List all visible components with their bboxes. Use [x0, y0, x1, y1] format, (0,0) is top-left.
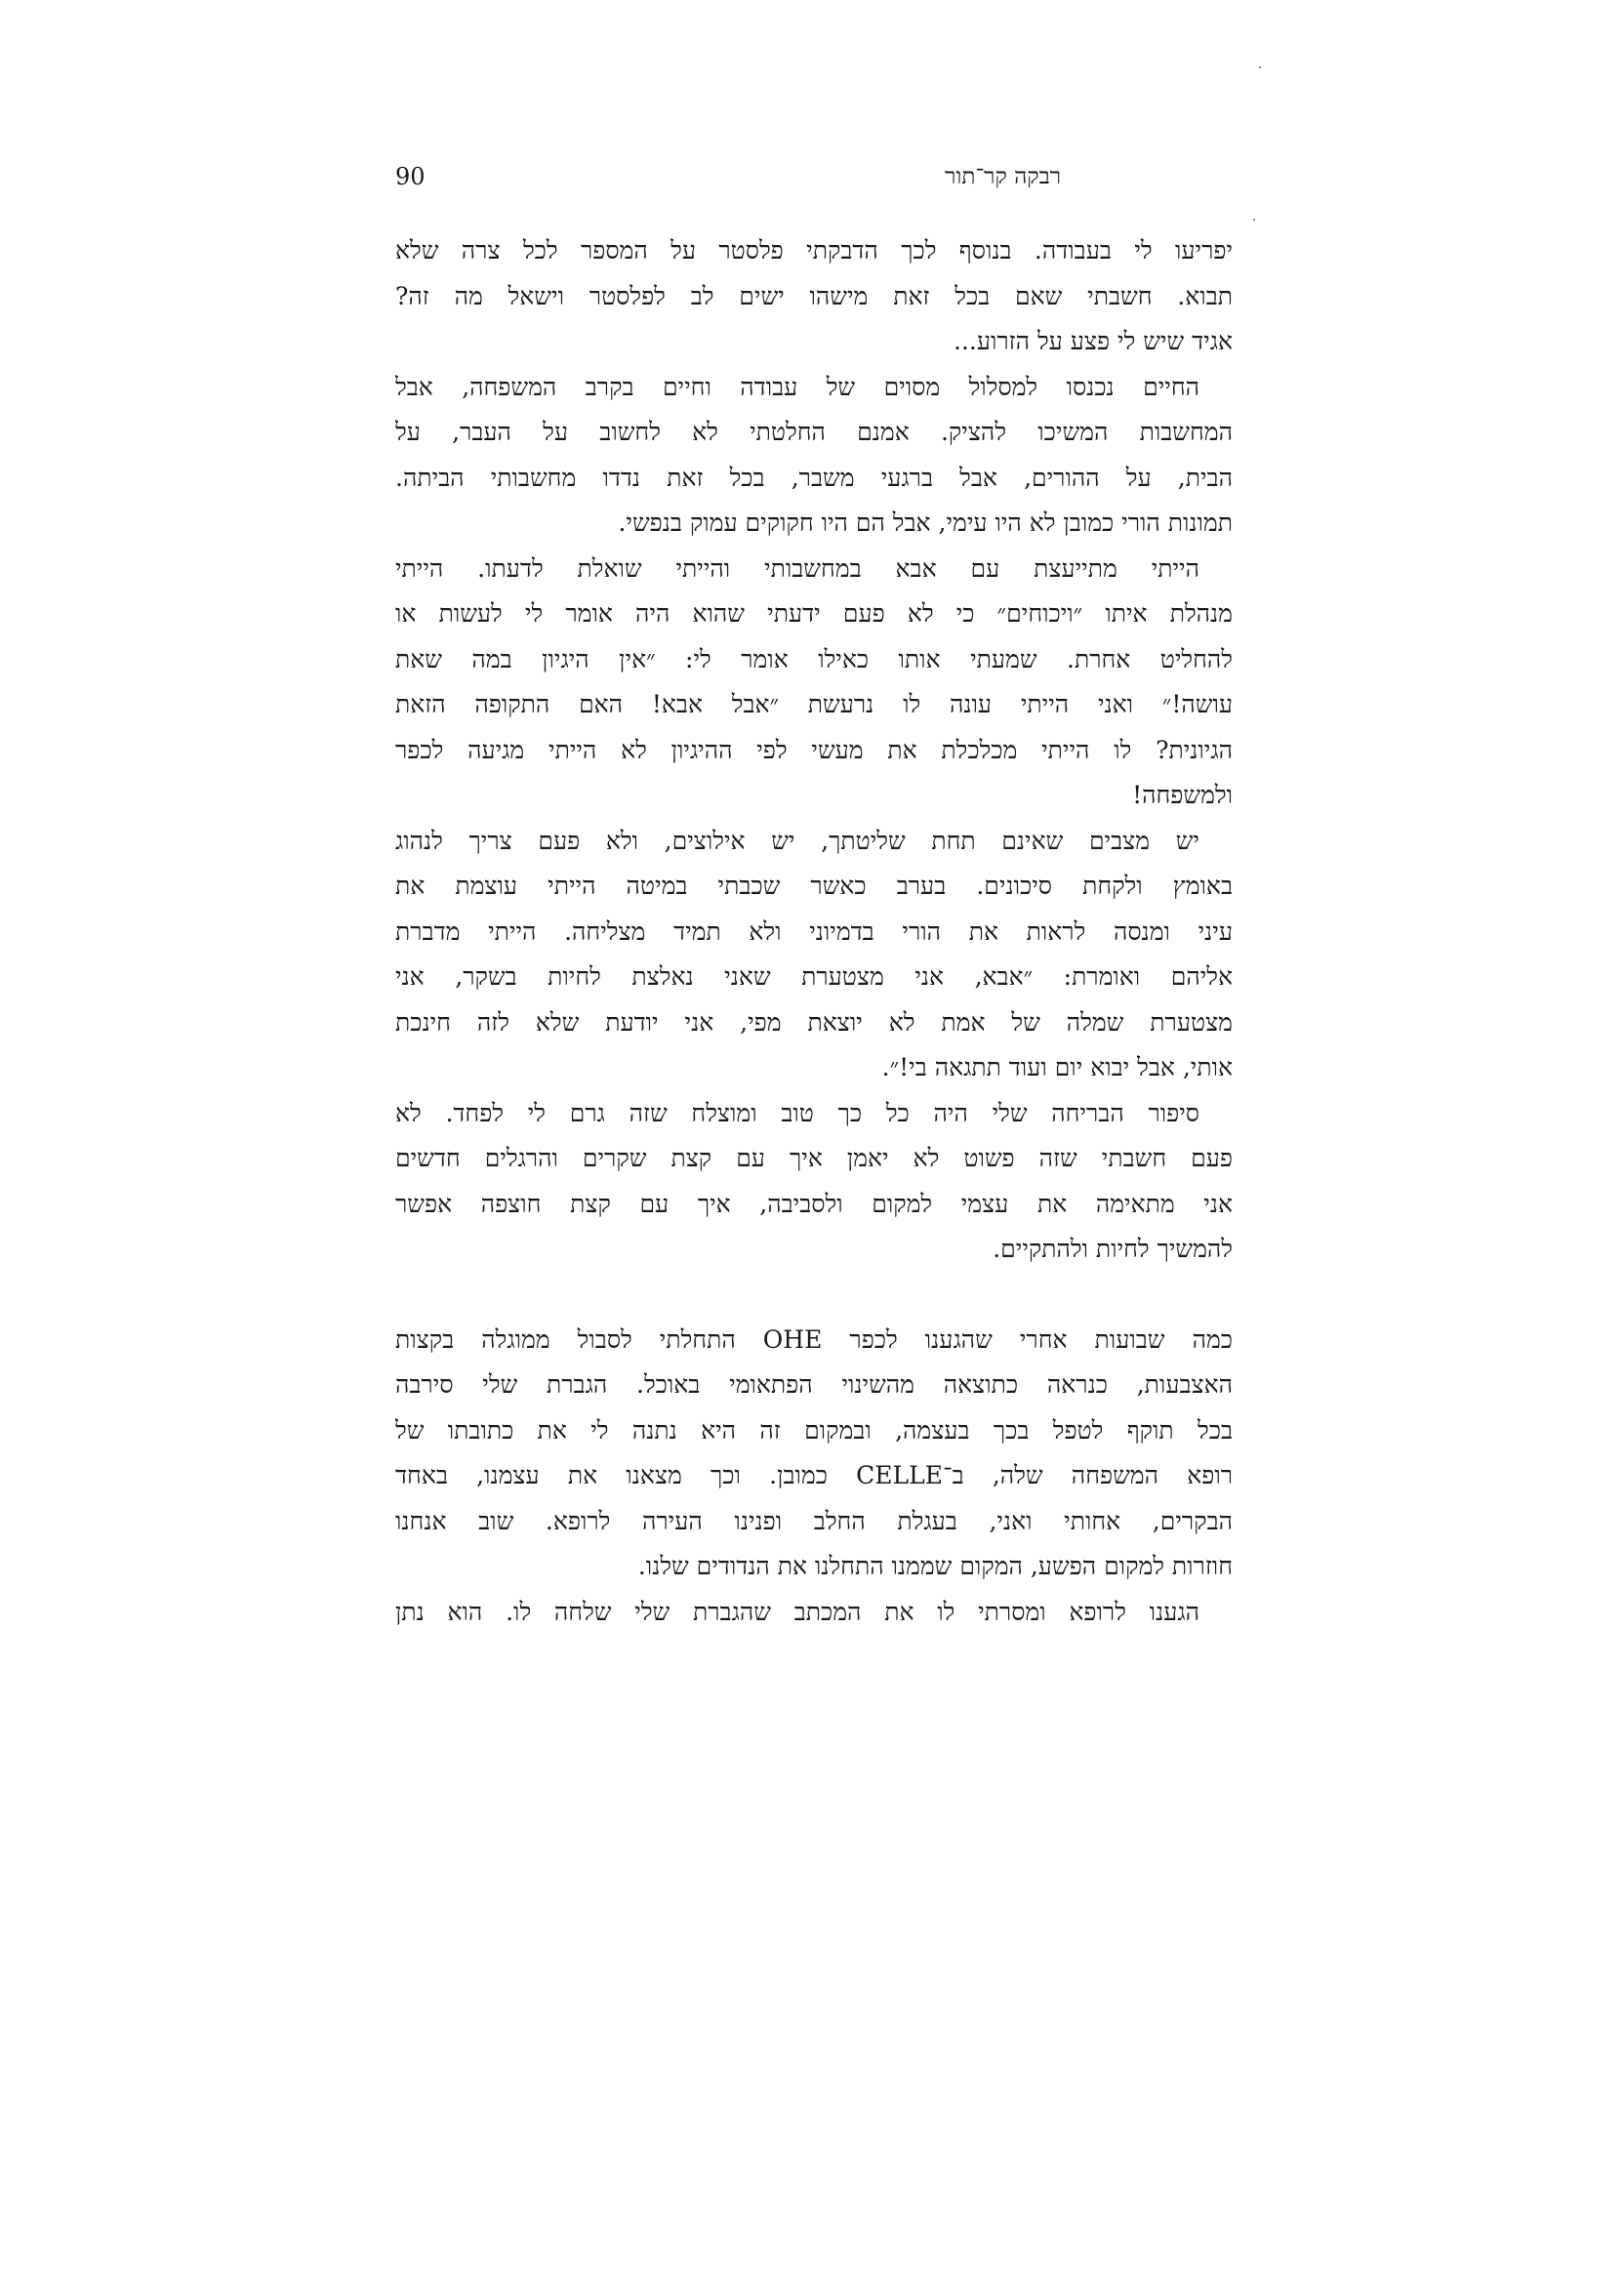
text-line: להמשיך לחיות ולהתקיים. [993, 1235, 1233, 1263]
text-line: הייתי מתייעצת עם אבא במחשבותי והייתי שואלת לדעתו. הייתי [395, 553, 1199, 583]
page-header [395, 160, 1233, 199]
text-line: הגענו לרופא ומסרתי לו את המכתב שהגברת שלי שלחה לו. הוא נתן [395, 1597, 1199, 1626]
text-line: בכל תוקף לטפל בכך בעצמה, ובמקום זה היא נתנה לי את כתובתו של [395, 1415, 1233, 1445]
text-line: יש מצבים שאינם תחת שליטתך, יש אילוצים, ולא פעם צריך לנהוג [395, 826, 1199, 855]
paragraph [395, 228, 1233, 365]
paragraph [395, 1091, 1233, 1273]
text-line: מנהלת איתו ״ויכוחים״ כי לא פעם ידעתי שהוא היה אומר לי לעשות או [395, 599, 1233, 628]
text-line: להחליט אחרת. שמעתי אותו כאילו אומר לי: ״אין היגיון במה שאת [395, 644, 1233, 673]
text-line: חוזרות למקום הפשע, המקום שממנו התחלנו את הנדודים שלנו. [637, 1552, 1233, 1580]
text-line: המחשבות המשיכו להציק. אמנם החלטתי לא לחשוב על העבר, על [395, 418, 1233, 446]
paragraph [395, 365, 1233, 547]
text-line: עיני ומנסה לראות את הורי בדמיוני ולא תמיד מצליחה. הייתי מדברת [395, 916, 1233, 946]
text-line: תבוא. חשבתי שאם בכל זאת מישהו ישים לב לפלסטר וישאל מה זה? [395, 281, 1233, 310]
text-line: תמונות הורי כמובן לא היו עימי, אבל הם היו חקוקים עמוק בנפשי. [618, 509, 1233, 537]
paragraph [395, 1318, 1233, 1590]
text-line: פעם חשבתי שזה פשוט לא יאמן איך עם קצת שקרים והרגלים חדשים [395, 1144, 1233, 1172]
text-line: האצבעות, כנראה כתוצאה מהשינוי הפתאומי באוכל. הגברת שלי סירבה [395, 1370, 1233, 1399]
text-line: רופא המשפחה שלה, ב־CELLE כמובן. וכך מצאנו את עצמנו, באחד [395, 1461, 1233, 1489]
text-line: כמה שבועות אחרי שהגענו לכפר OHE התחלתי לסבול ממוגלה בקצות [395, 1324, 1233, 1354]
text-line: מצטערת שמלה של אמת לא יוצאת מפי, אני יודעת שלא לזה חינכת [395, 1007, 1233, 1037]
text-line: החיים נכנסו למסלול מסוים של עבודה וחיים בקרב המשפחה, אבל [395, 372, 1199, 401]
body-text [395, 228, 1233, 1635]
text-line: הבקרים, אחותי ואני, בעגלת החלב ופנינו העירה לרופא. שוב אנחנו [395, 1506, 1233, 1535]
paragraph [395, 547, 1233, 819]
text-line: הגיונית? לו הייתי מכלכלת את מעשי לפי ההיגיון לא הייתי מגיעה לכפר [395, 735, 1233, 764]
text-line: באומץ ולקחת סיכונים. בערב כאשר שכבתי במיטה הייתי עוצמת את [395, 872, 1233, 900]
running-head: רבקה קר־תור [945, 164, 1061, 189]
scan-speck [1253, 219, 1255, 221]
text-line: אני מתאימה את עצמי למקום ולסביבה, איך עם קצת חוצפה אפשר [395, 1189, 1233, 1218]
page-number: 90 [395, 163, 426, 190]
text-line: עושה!״ ואני הייתי עונה לו נרעשת ״אבל אבא! האם התקופה הזאת [395, 690, 1233, 718]
section-break [395, 1273, 1233, 1318]
text-line: יפריעו לי בעבודה. בנוסף לכך הדבקתי פלסטר על המספר לכל צרה שלא [395, 236, 1233, 265]
text-line: הבית, על ההורים, אבל ברגעי משבר, בכל זאת נדדו מחשבותי הביתה. [395, 463, 1233, 492]
scan-speck [1259, 66, 1261, 68]
text-line: אותי, אבל יבוא יום ועוד תתגאה בי!״. [881, 1053, 1233, 1081]
text-line: אגיד שיש לי פצע על הזרוע... [954, 327, 1233, 355]
paragraph [395, 819, 1233, 1091]
paragraph [395, 1590, 1233, 1636]
text-line: אליהם ואומרת: ״אבא, אני מצטערת שאני נאלצת לחיות בשקר, אני [395, 962, 1233, 991]
text-line: סיפור הבריחה שלי היה כל כך טוב ומוצלח שזה גרם לי לפחד. לא [395, 1098, 1199, 1127]
text-line: ולמשפחה! [1132, 781, 1233, 809]
